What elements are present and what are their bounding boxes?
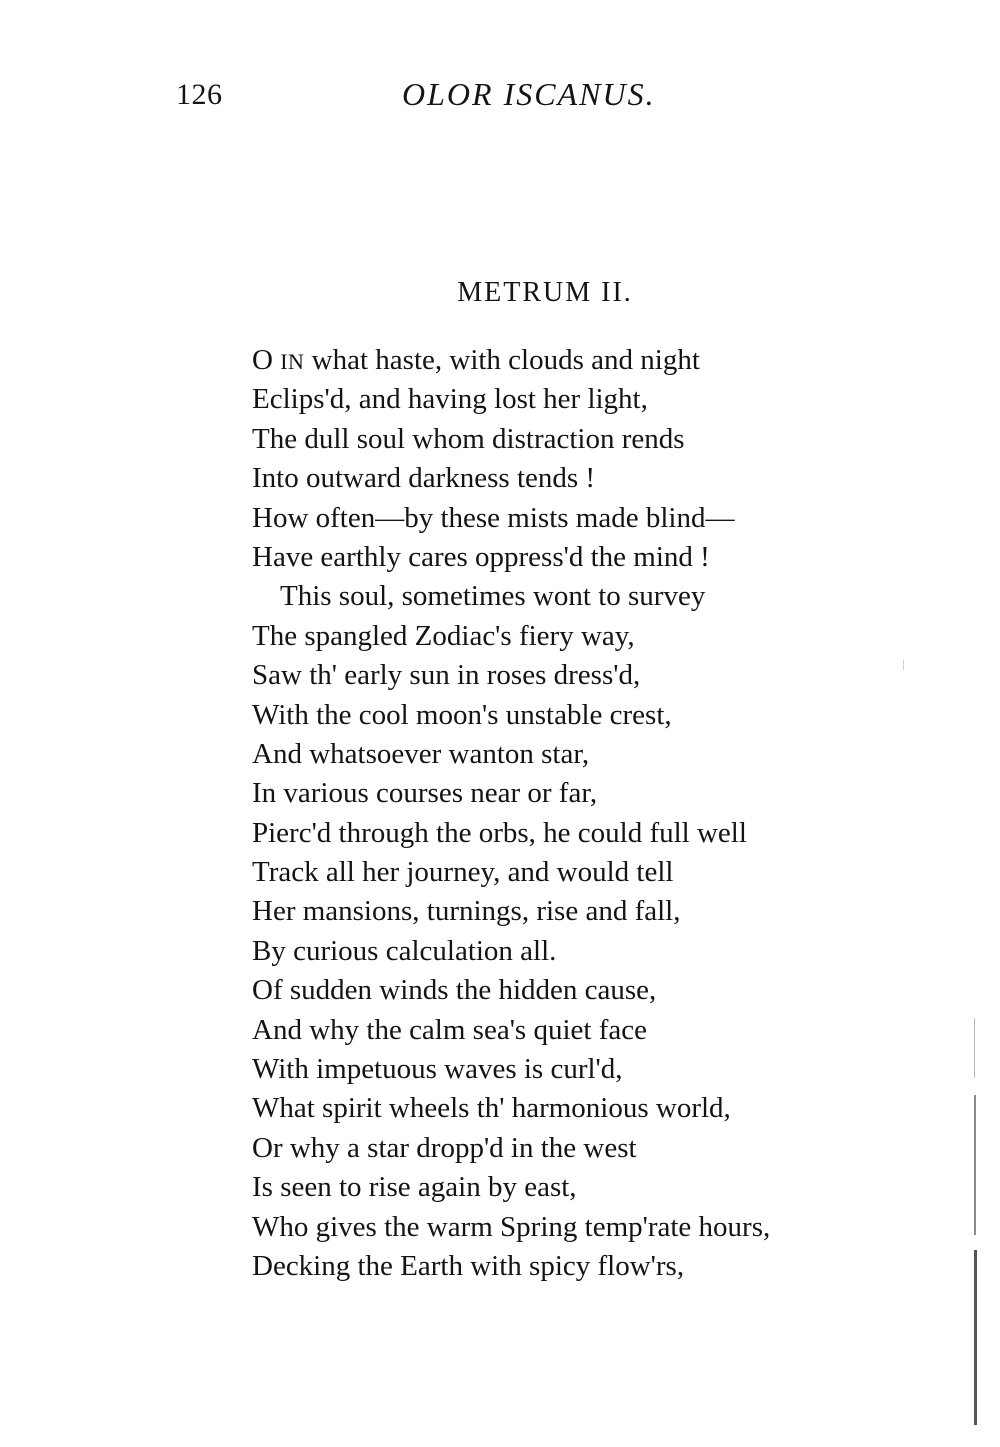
scan-edge-mark [903, 660, 904, 670]
page-number: 126 [176, 78, 223, 111]
scan-edge-mark [974, 1250, 977, 1425]
poem-line: Or why a star dropp'd in the west [252, 1131, 637, 1164]
first-line-rest: what haste, with clouds and night [304, 344, 700, 376]
poem-line: This soul, sometimes wont to survey [280, 580, 706, 613]
poem-line: What spirit wheels th' harmonious world, [252, 1092, 731, 1125]
running-title: OLOR ISCANUS. [402, 76, 656, 112]
poem-line: Her mansions, turnings, rise and fall, [252, 895, 681, 928]
first-line-lead: O [252, 344, 281, 376]
section-title: METRUM II. [457, 277, 633, 308]
poem-line: Is seen to rise again by east, [252, 1171, 577, 1204]
poem-line: Eclips'd, and having lost her light, [252, 383, 648, 416]
poem-line: The dull soul whom distraction rends [252, 422, 685, 455]
poem [252, 341, 892, 1286]
scan-edge-mark [974, 1095, 976, 1235]
poem-line: Have earthly cares oppress'd the mind ! [252, 540, 710, 573]
poem-line: Pierc'd through the orbs, he could full well [252, 816, 747, 849]
poem-line: In various courses near or far, [252, 777, 598, 810]
poem-line: Track all her journey, and would tell [252, 856, 674, 889]
poem-line-1 [252, 341, 892, 380]
poem-line: And why the calm sea's quiet face [252, 1013, 647, 1046]
poem-line: Who gives the warm Spring temp'rate hours, [252, 1210, 771, 1243]
poem-line: How often—by these mists made blind— [252, 501, 735, 534]
poem-line: With the cool moon's unstable crest, [252, 698, 672, 731]
poem-line: Saw th' early sun in roses dress'd, [252, 659, 641, 692]
first-line-small-caps: IN [280, 349, 305, 374]
poem-line: Of sudden winds the hidden cause, [252, 974, 657, 1007]
poem-line: By curious calculation all. [252, 934, 557, 967]
poem-line: Into outward darkness tends ! [252, 462, 596, 495]
poem-line: Decking the Earth with spicy flow'rs, [252, 1249, 685, 1282]
scan-edge-mark [974, 1018, 975, 1078]
poem-line: The spangled Zodiac's fiery way, [252, 619, 635, 652]
poem-line: And whatsoever wanton star, [252, 737, 590, 770]
poem-line: With impetuous waves is curl'd, [252, 1053, 623, 1086]
